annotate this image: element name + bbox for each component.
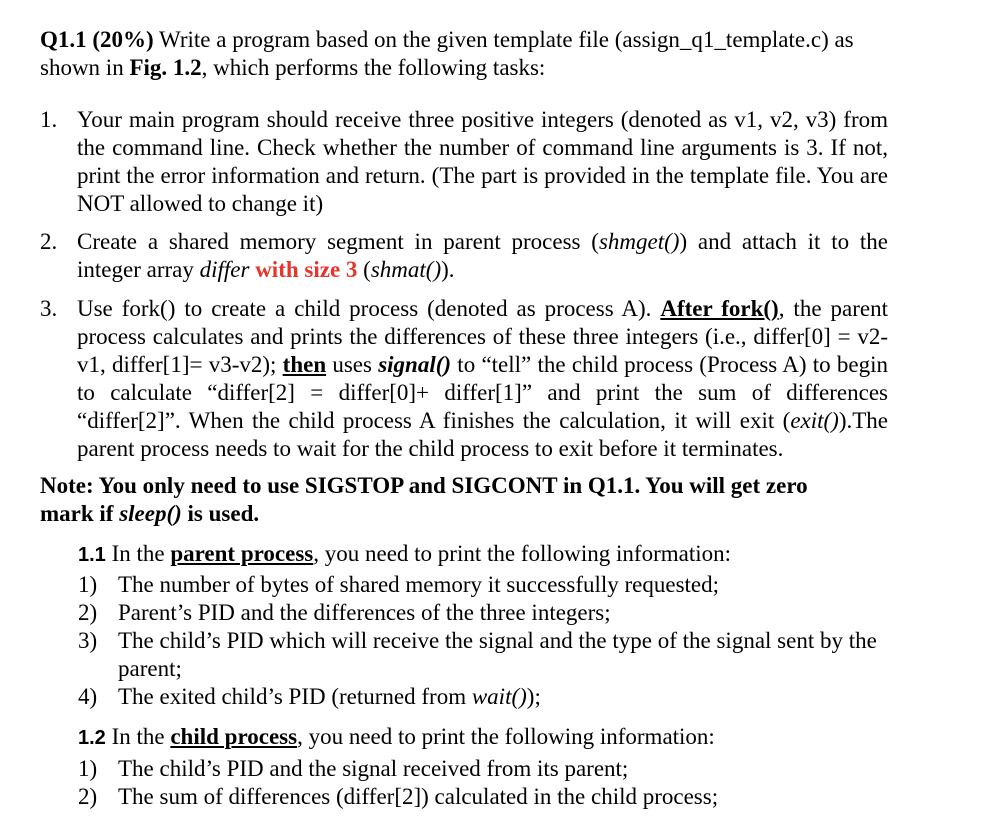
question-label: Q1.1 (20%) (40, 27, 154, 52)
note-text: is used. (181, 501, 260, 526)
child-process-emphasis: child process (170, 724, 298, 749)
after-fork-emphasis: After fork() (660, 296, 779, 321)
intro-text-2: , which performs the following tasks: (201, 55, 546, 80)
list-number: 3) (78, 628, 98, 653)
task-text-part: ).The parent process needs to wait for the child process to exit before it terminates. (77, 408, 888, 461)
list-text: The child’s PID which will receive the signal and the type of the signal sent by the parent; (118, 628, 877, 681)
shmget-call: shmget() (598, 229, 680, 254)
list-number: 4) (78, 684, 98, 709)
section-label: 1.1 (78, 544, 106, 566)
list-number: 1) (78, 572, 98, 597)
parent-section-heading (78, 540, 908, 569)
task-text (77, 228, 888, 284)
section-text: , you need to print the following information: (313, 541, 731, 566)
task-number: 3. (40, 296, 58, 321)
list-number: 2) (78, 784, 98, 809)
task-text (77, 295, 888, 463)
list-number: 2) (78, 600, 98, 625)
task-text-part: , the parent process calculates and prints the differences of these three integers (i.e., differ[0] = v2-v1, differ[1]= v3-v2); (77, 296, 888, 377)
list-text: The child’s PID and the signal received from its parent; (118, 756, 629, 781)
task-number: 1. (40, 107, 58, 132)
task-text-part: Use fork() to create a child process (denoted as process A). (77, 296, 661, 321)
sleep-call: sleep() (119, 501, 182, 526)
note-text: Note: You only need to use SIGSTOP and SIGCONT in Q1.1. You will get zero mark if (40, 473, 808, 526)
list-text-part: ); (526, 684, 541, 709)
task-text-part: to “tell” the child process (Process A) to begin to calculate “differ[2] = differ[0]+ differ[1]” and print the sum of differences “differ[2]”. When the child process A finishes the calculation, it will exit ( (77, 352, 888, 433)
task-number: 2. (40, 229, 58, 254)
list-text: Parent’s PID and the differences of the three integers; (118, 600, 611, 625)
task-text-part: ). (441, 257, 455, 282)
size-highlight: with size 3 (249, 257, 358, 282)
task-text-part: ( (357, 257, 371, 282)
section-text: In the (105, 541, 171, 566)
section-text: In the (105, 724, 171, 749)
child-section-heading (78, 723, 908, 752)
differ-array: differ (199, 257, 250, 282)
task-text-part: ) and attach it to the integer array (77, 229, 889, 282)
signal-call: signal() (378, 352, 452, 377)
parent-process-emphasis: parent process (170, 541, 314, 566)
wait-call: wait() (471, 684, 527, 709)
task-text: Your main program should receive three positive integers (denoted as v1, v2, v3) from the command line. Check whether the number of command line arguments is 3. If not, print the error information and return. (The part is provided in the template file. You are NOT allowed to change it) (77, 107, 888, 216)
task-text-part: uses (326, 352, 379, 377)
intro-text-1: Write a program based on the given template file (assign_q1_template.c) as shown in (40, 27, 854, 80)
list-text: The number of bytes of shared memory it successfully requested; (118, 572, 720, 597)
list-text (118, 683, 908, 711)
list-number: 1) (78, 756, 98, 781)
list-text: The sum of differences (differ[2]) calculated in the child process; (118, 784, 719, 809)
exit-call: exit() (790, 408, 839, 433)
shmat-call: shmat() (370, 257, 442, 282)
section-label: 1.2 (78, 727, 106, 749)
task-text-part: Create a shared memory segment in parent process ( (77, 229, 599, 254)
figure-reference: Fig. 1.2 (129, 55, 202, 80)
question-intro (40, 26, 900, 82)
note-paragraph (40, 472, 860, 528)
then-emphasis: then (282, 352, 327, 377)
list-text-part: The exited child’s PID (returned from (118, 684, 472, 709)
section-text: , you need to print the following information: (297, 724, 715, 749)
